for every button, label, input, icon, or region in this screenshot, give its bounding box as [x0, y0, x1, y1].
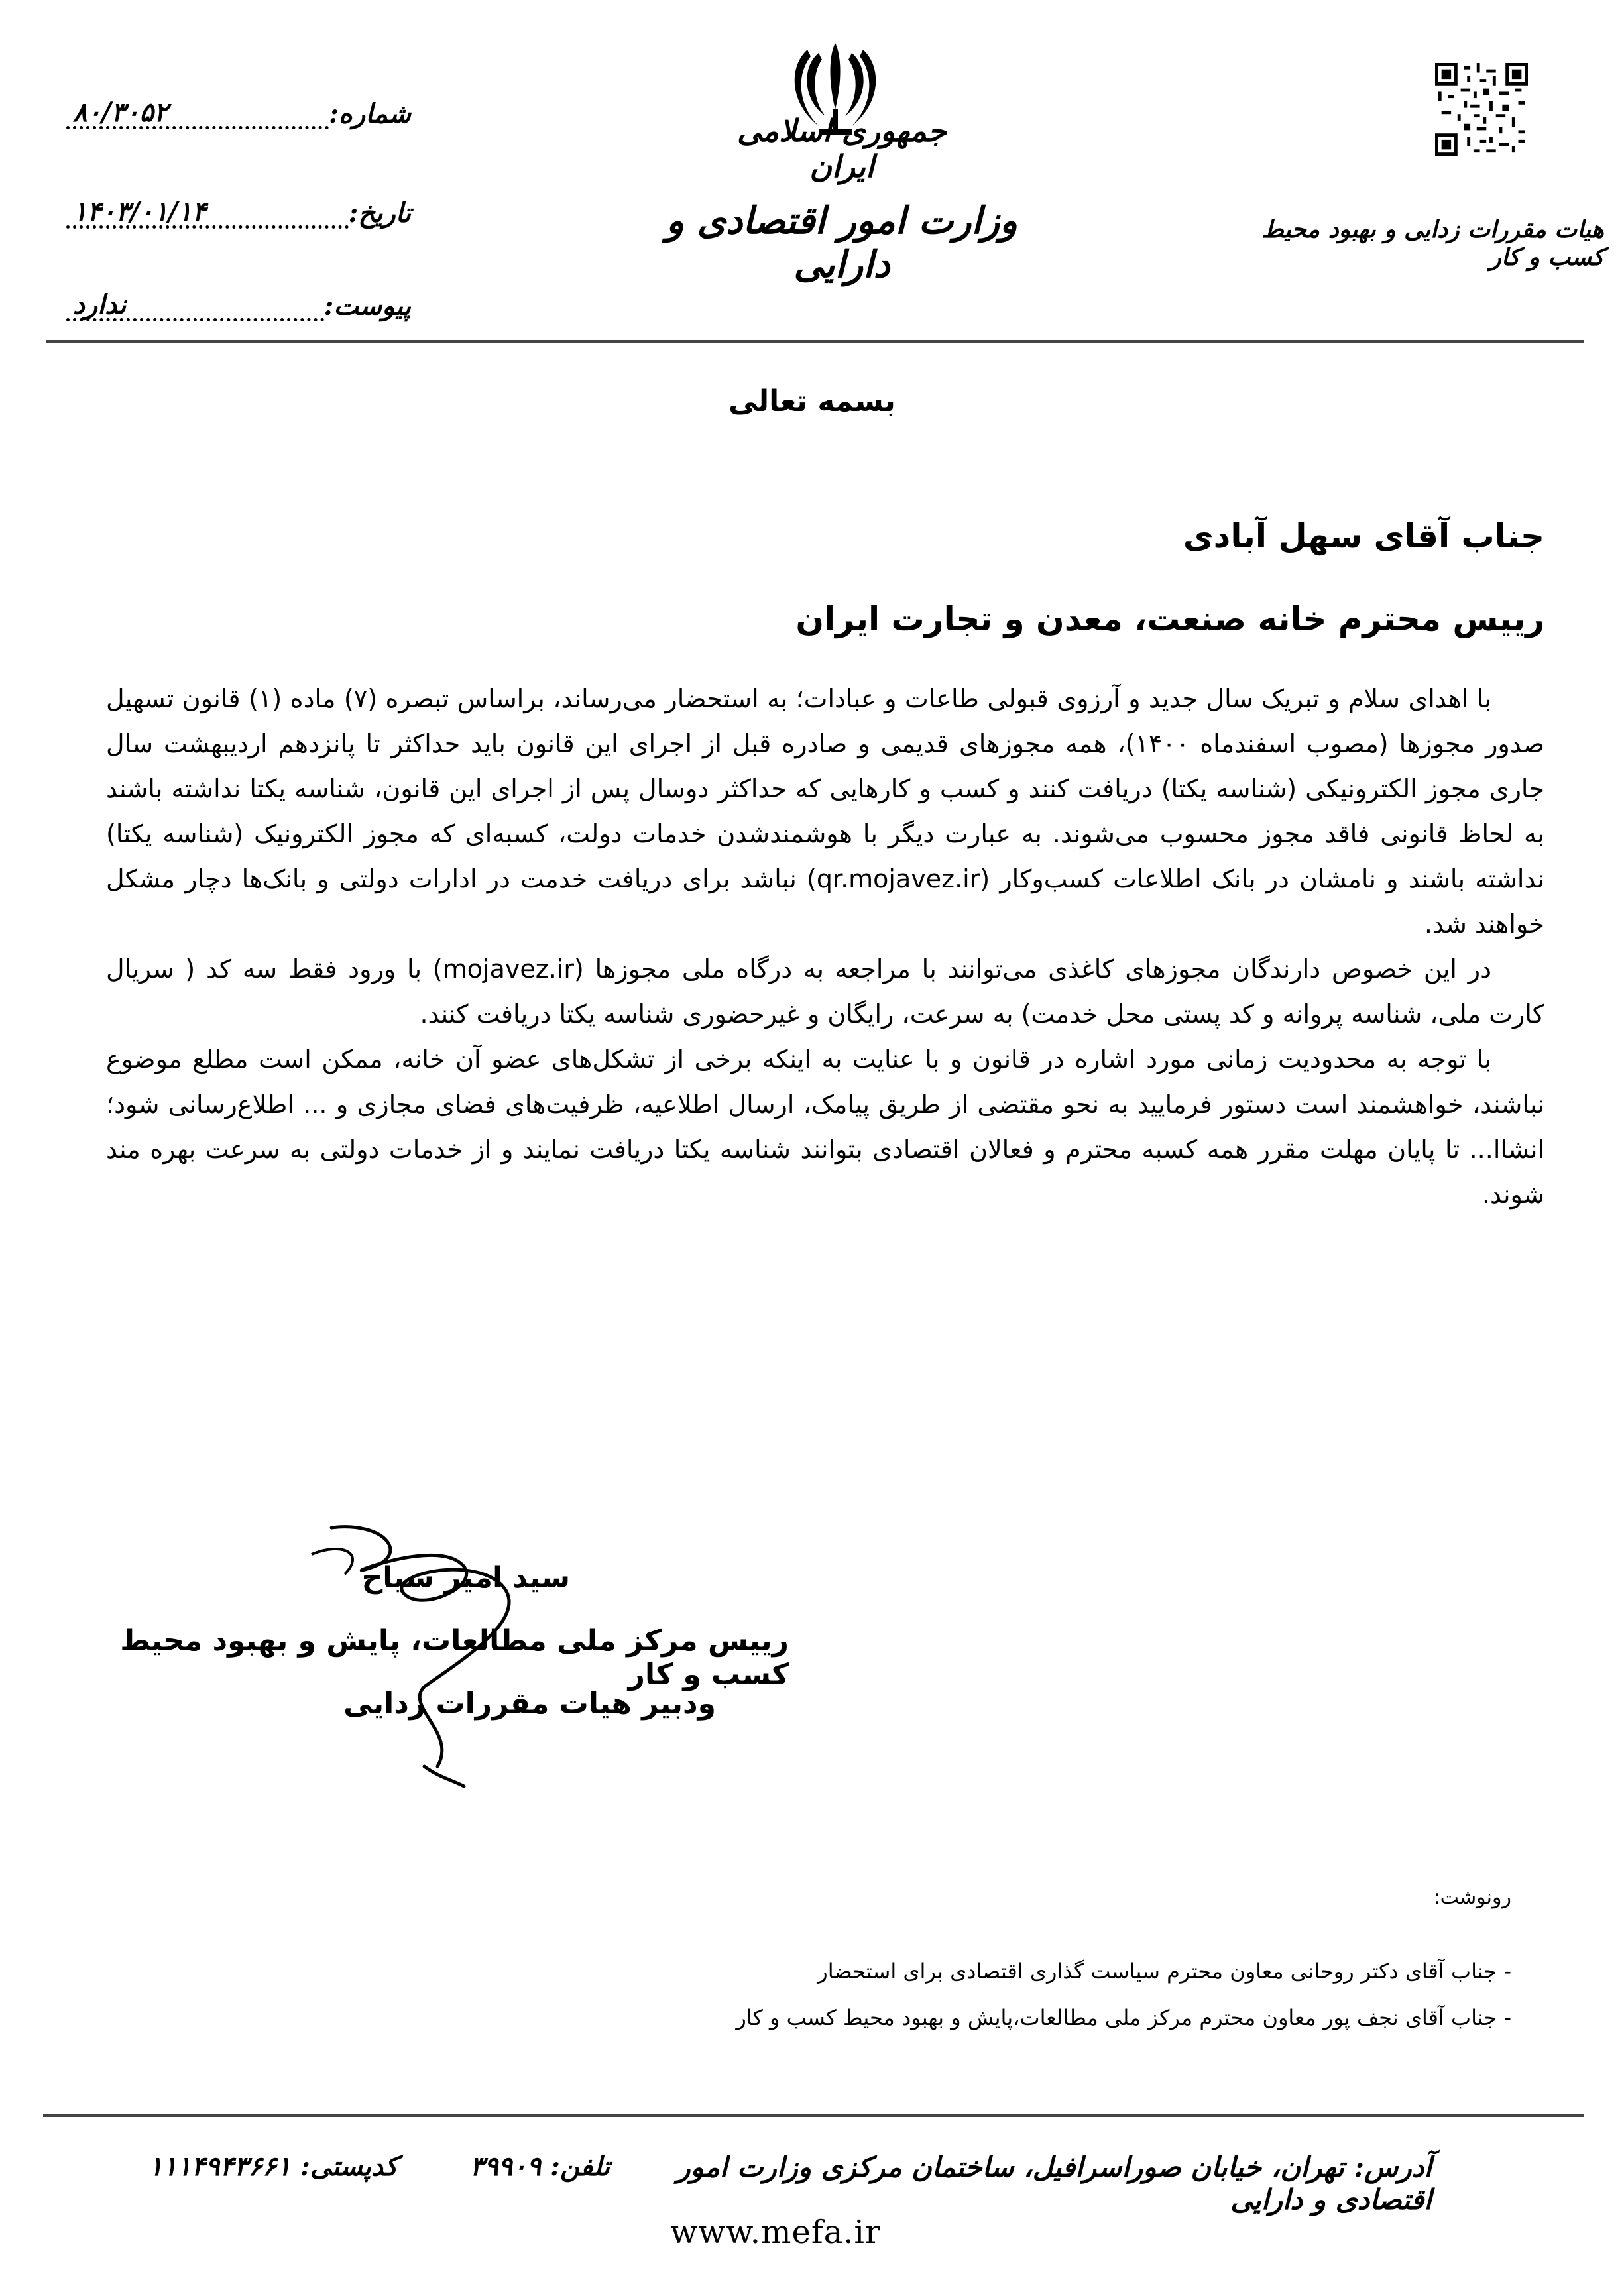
footer-postal-code: کدپستی: ۱۱۱۴۹۴۳۶۶۱: [148, 2151, 398, 2182]
footer-divider: [43, 2114, 1584, 2117]
letter-date-value: ۱۴۰۳/۰۱/۱۴: [66, 199, 349, 229]
letter-date-label: تاریخ:: [348, 198, 411, 229]
signatory-title-2: ودبیر هیات مقررات زدایی: [343, 1687, 716, 1721]
body-paragraph-3: با توجه به محدودیت زمانی مورد اشاره در قانون و با عنایت به اینکه برخی از تشکل‌های عضو آن خانه، ممکن است مطلع موضوع نباشند، خواهشمند است دستور فرمایید به نحو مقتضی از طریق پیامک، ارسال اطلاعیه، ظرفیت‌های فضای مجازی و ... اطلاع‌رسانی شود؛ انشاا... تا پایان مهلت مقرر همه کسبه محترم و فعالان اقتصادی بتوانند شناسه یکتا دریافت نمایند و از خدمات دولتی به سرعت بهره مند شوند.: [106, 1045, 1544, 1209]
footer-website: www.mefa.ir: [670, 2214, 881, 2251]
cc-item: - جناب آقای نجف پور معاون محترم مرکز ملی مطالعات،پایش و بهبود محیط کسب و کار: [736, 2005, 1511, 2030]
signatory-name: سید امیر سیاح: [361, 1561, 570, 1595]
signatory-title-1: رییس مرکز ملی مطالعات، پایش و بهبود محیط کسب و کار: [120, 1624, 789, 1691]
cc-item: - جناب آقای دکتر روحانی معاون محترم سیاست گذاری اقتصادی برای استحضار: [817, 1959, 1511, 1984]
letter-number-row: [66, 83, 411, 129]
body-paragraph-1: با اهدای سلام و تبریک سال جدید و آرزوی قبولی طاعات و عبادات؛ به استحضار می‌رساند، براساس تبصره (۷) ماده (۱) قانون تسهیل صدور مجوزها (مصوب اسفندماه ۱۴۰۰)، همه مجوزهای قدیمی و صادره قبل از اجرای این قانون باید حداکثر تا پانزدهم اردیبهشت سال جاری مجوز الکترونیکی (شناسه یکتا) دریافت کنند و کسب و کارهایی که حداکثر دوسال پس از اجرای این قانون، شناسه یکتا نداشته باشند به لحاظ قانونی فاقد مجوز محسوب می‌شوند. به عبارت دیگر با هوشمندشدن خدمات دولت، کسبه‌ای که مجوز الکترونیک (شناسه یکتا) نداشته باشند و نامشان در بانک اطلاعات کسب‌وکار (qr.mojavez.ir) نباشد برای دریافت خدمت در ادارات دولتی و بانک‌ها دچار مشکل خواهند شد.: [106, 684, 1544, 939]
letter-number-value: ۸۰/۳۰۵۲: [66, 99, 329, 129]
letter-number-label: شماره:: [329, 98, 411, 129]
republic-title: جمهوری اسلامی ایران: [737, 113, 947, 184]
letter-date-row: [66, 182, 411, 229]
qr-code-icon: [1435, 63, 1528, 156]
footer-address: آدرس: تهران، خیابان صوراسرافیل، ساختمان مرکزی وزارت امور اقتصادی و دارایی: [677, 2151, 1432, 2216]
body-paragraph-2: در این خصوص دارندگان مجوزهای کاغذی می‌توانند با مراجعه به درگاه ملی مجوزها (mojavez.ir) با ورود فقط سه کد ( سریال کارت ملی، شناسه پروانه و کد پستی محل خدمت) به سرعت، رایگان و غیرحضوری شناسه یکتا دریافت کنند.: [106, 954, 1544, 1029]
addressee-title: رییس محترم خانه صنعت، معدن و تجارت ایران: [795, 600, 1544, 638]
attachment-value: ندارد: [66, 292, 324, 321]
attachment-row: [66, 275, 411, 321]
footer-phone: تلفن: ۳۹۹۰۹: [469, 2151, 610, 2182]
cc-title: رونوشت:: [1433, 1886, 1511, 1909]
letter-body: [106, 676, 1544, 1217]
board-title: هیات مقررات زدایی و بهبود محیط کسب و کار: [1261, 215, 1604, 271]
header-divider: [46, 340, 1584, 343]
ministry-title: وزارت امور اقتصادی و دارایی: [666, 199, 1018, 286]
addressee-name: جناب آقای سهل آبادی: [1183, 517, 1544, 555]
attachment-label: پیوست:: [323, 290, 411, 321]
basmala: بسمه تعالی: [728, 384, 896, 418]
